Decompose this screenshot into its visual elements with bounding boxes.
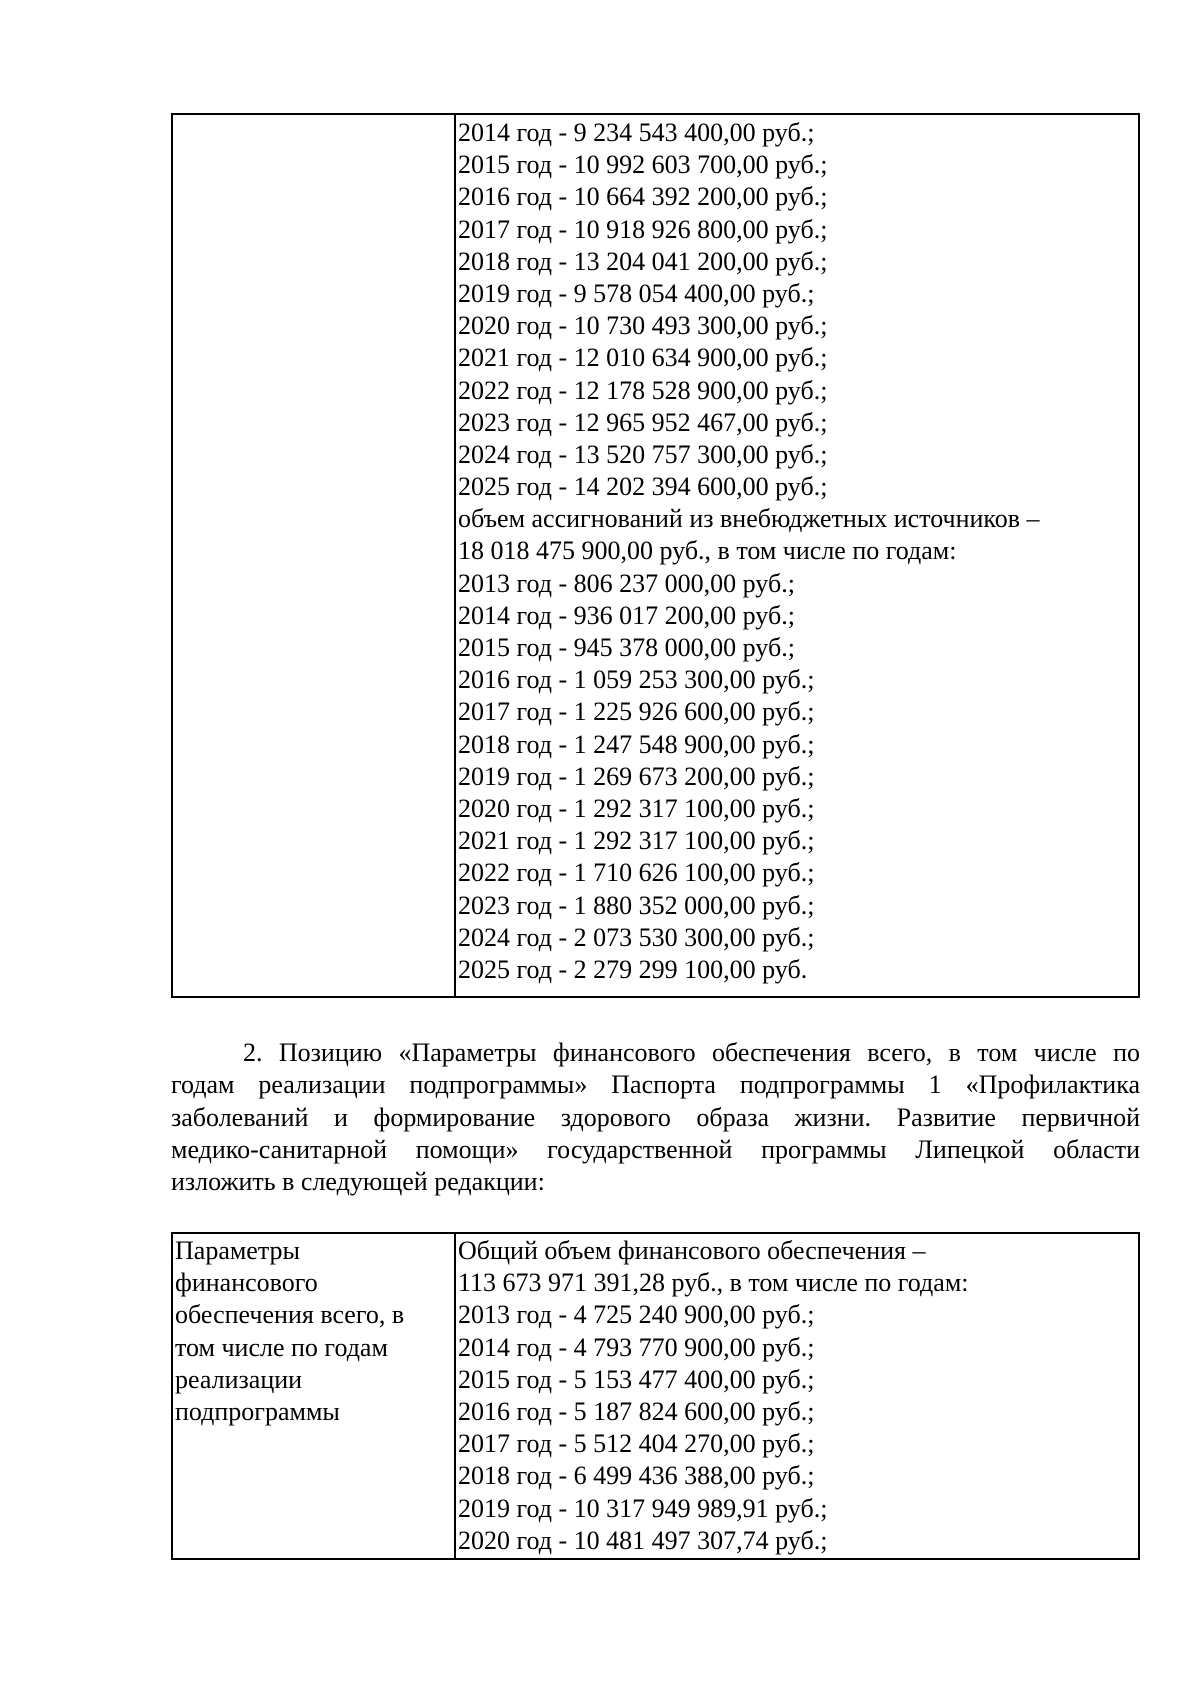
- paragraph-line: медико-санитарной помощи» государственной программы Липецкой области: [171, 1134, 1140, 1164]
- table1-line: 2014 год - 9 234 543 400,00 руб.;: [458, 118, 815, 147]
- table2-label-line: том числе по годам: [175, 1332, 388, 1362]
- paragraph-line: 2. Позицию «Параметры финансового обеспечения всего, в том числе по: [243, 1038, 1140, 1067]
- table1-line: 2019 год - 1 269 673 200,00 руб.;: [458, 761, 815, 791]
- paragraph-line: изложить в следующей редакции:: [171, 1167, 545, 1197]
- table1-line: 2016 год - 1 059 253 300,00 руб.;: [458, 665, 815, 695]
- table1-line: 2019 год - 9 578 054 400,00 руб.;: [458, 278, 815, 308]
- table1-line: 2015 год - 945 378 000,00 руб.;: [458, 633, 795, 662]
- table1-label-cell: [173, 115, 456, 996]
- table2-line: 2016 год - 5 187 824 600,00 руб.;: [458, 1396, 815, 1426]
- table1-line: 2018 год - 13 204 041 200,00 руб.;: [458, 246, 828, 276]
- table2-label-line: финансового: [175, 1268, 318, 1298]
- table2-line: 2015 год - 5 153 477 400,00 руб.;: [458, 1364, 815, 1394]
- table1-line: 2023 год - 12 965 952 467,00 руб.;: [458, 407, 828, 437]
- table2-values-cell: [456, 1234, 1138, 1558]
- table1-line: 2024 год - 13 520 757 300,00 руб.;: [458, 439, 828, 469]
- table1-line: 2022 год - 12 178 528 900,00 руб.;: [458, 375, 828, 405]
- table1-line: 2025 год - 2 279 299 100,00 руб.: [458, 954, 808, 984]
- table2-line: 113 673 971 391,28 руб., в том числе по годам:: [458, 1268, 969, 1298]
- paragraph-line: заболеваний и формирование здорового образа жизни. Развитие первичной: [171, 1102, 1140, 1132]
- table1-line: 2022 год - 1 710 626 100,00 руб.;: [458, 858, 815, 888]
- table1-line: 18 018 475 900,00 руб., в том числе по годам:: [458, 536, 957, 566]
- table1-line: 2024 год - 2 073 530 300,00 руб.;: [458, 922, 815, 952]
- table1-line: 2017 год - 10 918 926 800,00 руб.;: [458, 214, 828, 244]
- table1-line: 2021 год - 12 010 634 900,00 руб.;: [458, 343, 828, 373]
- table1-line: 2018 год - 1 247 548 900,00 руб.;: [458, 729, 815, 759]
- table2-label-line: подпрограммы: [175, 1396, 340, 1426]
- paragraph-line: годам реализации подпрограммы» Паспорта подпрограммы 1 «Профилактика: [171, 1070, 1140, 1100]
- table1-line: 2016 год - 10 664 392 200,00 руб.;: [458, 182, 828, 212]
- table2-line: 2019 год - 10 317 949 989,91 руб.;: [458, 1493, 828, 1523]
- table1-line: 2020 год - 1 292 317 100,00 руб.;: [458, 793, 815, 823]
- table1-line: 2021 год - 1 292 317 100,00 руб.;: [458, 826, 815, 856]
- financing-table-continuation: [171, 113, 1140, 998]
- table2-label-line: обеспечения всего, в: [175, 1300, 405, 1330]
- table1-line: 2023 год - 1 880 352 000,00 руб.;: [458, 890, 815, 920]
- table1-line: 2013 год - 806 237 000,00 руб.;: [458, 568, 795, 598]
- table2-line: 2020 год - 10 481 497 307,74 руб.;: [458, 1525, 828, 1555]
- table1-values-cell: [456, 115, 1138, 996]
- table1-line: объем ассигнований из внебюджетных источников –: [458, 504, 1040, 534]
- financing-parameters-table: [171, 1232, 1140, 1560]
- table1-line: 2025 год - 14 202 394 600,00 руб.;: [458, 472, 828, 502]
- table2-label-line: Параметры: [175, 1236, 300, 1265]
- table2-line: Общий объем финансового обеспечения –: [458, 1236, 926, 1265]
- table2-line: 2014 год - 4 793 770 900,00 руб.;: [458, 1332, 815, 1362]
- table2-line: 2018 год - 6 499 436 388,00 руб.;: [458, 1461, 815, 1491]
- table2-line: 2017 год - 5 512 404 270,00 руб.;: [458, 1429, 815, 1459]
- table1-line: 2014 год - 936 017 200,00 руб.;: [458, 600, 795, 630]
- table1-line: 2020 год - 10 730 493 300,00 руб.;: [458, 311, 828, 341]
- table2-label-line: реализации: [175, 1364, 303, 1394]
- table2-label-cell: [173, 1234, 456, 1558]
- table2-line: 2013 год - 4 725 240 900,00 руб.;: [458, 1300, 815, 1330]
- amendment-paragraph: [171, 1037, 1140, 1198]
- table1-line: 2017 год - 1 225 926 600,00 руб.;: [458, 697, 815, 727]
- table1-line: 2015 год - 10 992 603 700,00 руб.;: [458, 150, 828, 180]
